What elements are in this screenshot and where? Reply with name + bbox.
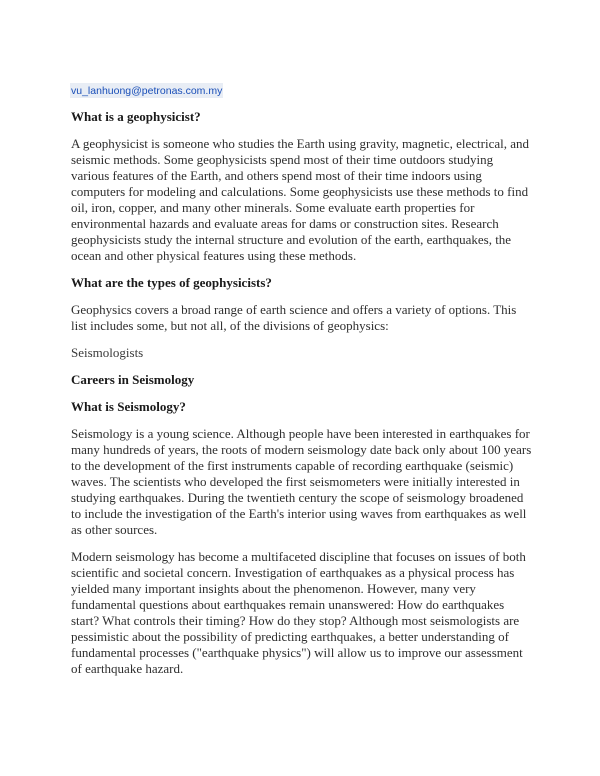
heading-careers-in-seismology: Careers in Seismology <box>71 372 195 387</box>
paragraph-geophysicist-definition: A geophysicist is someone who studies the Earth using gravity, magnetic, electrical, and seismic methods. Some geophysicists spend most of their time outdoors studying various features of the Earth, and others spend most of their time indoors using computers for modeling and calculations. Some geophysicists use these methods to find oil, iron, copper, and many other minerals. Some evaluate earth properties for environmental hazards and evaluate areas for dams or construction sites. Research geophysicists study the internal structure and evolution of the earth, earthquakes, the ocean and other physical features using these methods. <box>71 136 530 263</box>
paragraph-seismology-history: Seismology is a young science. Although people have been interested in earthquakes for many hundreds of years, the roots of modern seismology date back only about 100 years to the development of the first instruments capable of recording earthquake (seismic) waves. The scientists who developed the first seismometers were initially interested in studying earthquakes. During the twentieth century the scope of seismology broadened to include the investigation of the Earth's interior using waves from earthquakes as well as other sources. <box>71 426 532 537</box>
paragraph-geophysics-divisions: Geophysics covers a broad range of earth science and offers a variety of options. This list includes some, but not all, of the divisions of geophysics: <box>71 302 517 333</box>
heading-types-of-geophysicists: What are the types of geophysicists? <box>71 275 272 290</box>
document-page <box>71 81 533 677</box>
heading-what-is-geophysicist: What is a geophysicist? <box>71 109 201 124</box>
paragraph-modern-seismology: Modern seismology has become a multifaceted discipline that focuses on issues of both scientific and societal concern. Investigation of earthquakes as a physical process has yielded many important insights about the phenomenon. However, many very fundamental questions about earthquakes remain unanswered: How do earthquakes start? What controls their timing? How do they stop? Although most seismologists are pessimistic about the possibility of predicting earthquakes, a better understanding of fundamental processes ("earthquake physics") will allow us to improve our assessment of earthquake hazard. <box>71 549 526 676</box>
list-item-seismologists: Seismologists <box>71 345 144 360</box>
heading-what-is-seismology: What is Seismology? <box>71 399 186 414</box>
email-link[interactable]: vu_lanhuong@petronas.com.my <box>71 85 223 97</box>
